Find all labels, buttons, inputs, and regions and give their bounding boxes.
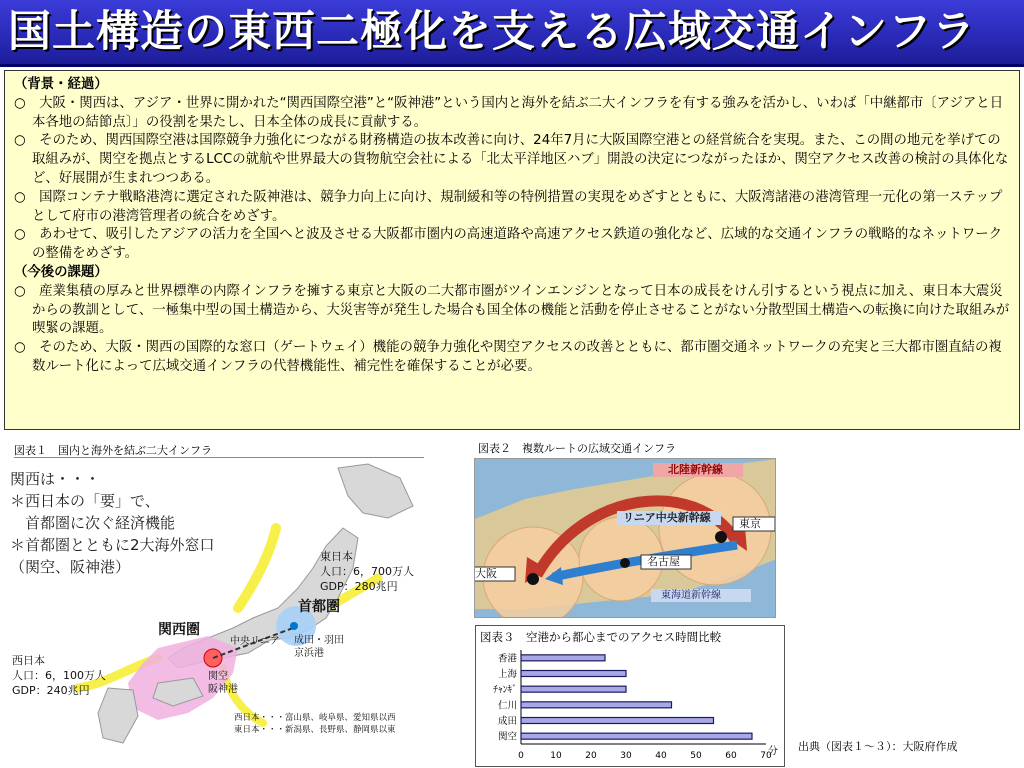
- fig1-footnote-west: 西日本・・・富山県、岐阜県、愛知県以西: [234, 713, 396, 723]
- chart-tick-label: 20: [585, 751, 597, 761]
- info-box: [4, 70, 1020, 430]
- hokkaido-shape: [338, 464, 413, 518]
- paragraph-4: ○ あわせて、吸引したアジアの活力を全国へと波及させる大阪都市圏内の高速道路や高速アクセス鉄道の強化など、広域的な交通インフラの戦略的なネットワークの整備をめざす。: [14, 227, 1002, 262]
- chart-tick-label: 70: [760, 751, 772, 761]
- tokyo-city-label: 東京: [739, 517, 761, 530]
- kyushu-shape: [98, 688, 138, 743]
- linear-shinkansen-label: リニア中央新幹線: [623, 511, 711, 524]
- fig1-intro-line-3: 首都圏に次ぐ経済機能: [10, 514, 176, 532]
- kansai-label: 関西圏: [158, 622, 200, 638]
- east-japan-name: 東日本: [320, 550, 353, 563]
- chart-category-label: 関空: [497, 731, 517, 743]
- tokyo-port-label: 京浜港: [294, 648, 324, 659]
- fig1-intro-line-1: 関西は・・・: [10, 470, 101, 488]
- chart-bar: [521, 686, 626, 692]
- chart-tick-label: 60: [725, 751, 737, 761]
- paragraph-3: ○ 国際コンテナ戦略港湾に選定された阪神港は、競争力向上に向け、規制緩和等の特例措置の実現をめざすとともに、大阪湾諸港の港湾管理一元化の第一ステップとして府市の港湾管理者の統合をめざす。: [14, 189, 1003, 224]
- section-heading-future: （今後の課題）: [14, 264, 108, 280]
- title-underline: [0, 64, 1024, 67]
- chart-bar: [521, 702, 672, 708]
- chart-bar: [521, 733, 752, 739]
- hokuriku-shinkansen-label: 北陸新幹線: [668, 463, 723, 476]
- chart-category-label: 香港: [497, 653, 517, 665]
- tokyo-dot: [715, 531, 727, 543]
- paragraph-1: ○ 大阪・関西は、アジア・世界に開かれた“関西国際空港”と“阪神港”という国内と海外を結ぶ二大インフラを有する強みを活かし、いわば「中継都市〔アジアと日本各地の結節点〕」の役割を果たし、日本全体の成長に貢献する。: [14, 95, 1004, 130]
- fig1-footnote-east: 東日本・・・新潟県、長野県、静岡県以東: [234, 725, 396, 735]
- paragraph-6: ○ そのため、大阪・関西の国際的な窓口（ゲートウェイ）機能の競争力強化や関空アクセスの改善とともに、都市圏交通ネットワークの充実と三大都市圏直結の複数ルート化によって広域交通インフラの代替機能性、補完性を確保することが必要。: [14, 340, 1002, 374]
- chart-tick-label: 30: [620, 751, 632, 761]
- chart-category-label: 上海: [497, 669, 517, 680]
- osaka-dot: [527, 573, 539, 585]
- chart-category-label: 成田: [497, 716, 517, 727]
- chuo-linear-label: 中央リニア: [230, 636, 280, 647]
- route-map-graphic: [475, 459, 776, 618]
- fig1-intro-line-2: ＊西日本の「要」で、: [10, 492, 160, 510]
- chart-tick-label: 50: [690, 751, 702, 761]
- fig2-caption: 図表２ 複数ルートの広域交通インフラ: [478, 442, 676, 455]
- fig1-caption: 図表１ 国内と海外を結ぶ二大インフラ: [14, 444, 212, 457]
- fig1-map-figure: [8, 458, 428, 764]
- fig1-intro-line-5: （関空、阪神港）: [10, 558, 131, 576]
- paragraph-2: ○ そのため、関西国際空港は国際競争力強化につながる財務構造の抜本改善に向け、24年7月に大阪国際空港との経営統合を実現。また、この間の地元を挙げての取組みが、関空を拠点とするLCCの就航や世界最大の貨物航空会社による「北太平洋地区ハブ」開設の決定につながったほか、関空アクセス改善の検討の具体化など、好展開が生まれつつある。: [14, 133, 1009, 186]
- nagoya-dot: [620, 558, 630, 568]
- nagoya-city-label: 名古屋: [647, 555, 680, 568]
- chart-tick-label: 0: [518, 751, 524, 761]
- access-time-chart: [476, 626, 786, 768]
- fig2-route-map: [474, 458, 776, 618]
- west-japan-population: 人口：6，100万人: [12, 669, 106, 682]
- chart-bar: [521, 718, 714, 724]
- hanshin-port-label: 阪神港: [208, 684, 238, 695]
- tokaido-shinkansen-label: 東海道新幹線: [661, 590, 721, 601]
- east-japan-gdp: GDP：280兆円: [320, 580, 398, 593]
- tokyo-airports-label: 成田・羽田: [294, 635, 344, 646]
- page-title: 国土構造の東西二極化を支える広域交通インフラ: [8, 7, 976, 57]
- source-note: 出典（図表１～３）：大阪府作成: [798, 740, 958, 753]
- chart-category-label: 仁川: [497, 700, 517, 712]
- west-japan-gdp: GDP：240兆円: [12, 684, 90, 697]
- highlight-arrow: [238, 528, 276, 608]
- east-japan-population: 人口：6，700万人: [320, 565, 414, 578]
- chart-tick-label: 40: [655, 751, 667, 761]
- chart-tick-label: 10: [550, 751, 562, 761]
- fig3-chart-frame: [475, 625, 785, 767]
- osaka-city-label: 大阪: [475, 567, 497, 580]
- chart-category-label: ﾁｬﾝｷﾞ: [493, 684, 517, 696]
- title-bar: [0, 0, 1024, 66]
- fig1-intro-line-4: ＊首都圏とともに2大海外窓口: [10, 536, 215, 554]
- paragraph-5: ○ 産業集積の厚みと世界標準の内際インフラを擁する東京と大阪の二大都市圏がツインエンジンとなって日本の成長をけん引するという視点に加え、東日本大震災からの教訓として、一極集中型の国土構造から、大災害等が発生した場合も国全体の機能と活動を停止させることがない分散型国土構造への転換に向けた取組みが喫緊の課題。: [14, 283, 1010, 337]
- shutoken-label: 首都圏: [298, 599, 340, 615]
- fig3-caption: 図表３ 空港から都心までのアクセス時間比較: [480, 630, 722, 644]
- west-japan-name: 西日本: [12, 654, 45, 667]
- tokyo-marker: [290, 622, 298, 630]
- section-heading-background: （背景・経過）: [14, 77, 108, 92]
- chart-bar: [521, 655, 605, 661]
- chart-bar: [521, 671, 626, 677]
- chart-unit-label: 分: [768, 746, 778, 757]
- kansai-airport-label: 関空: [208, 671, 228, 682]
